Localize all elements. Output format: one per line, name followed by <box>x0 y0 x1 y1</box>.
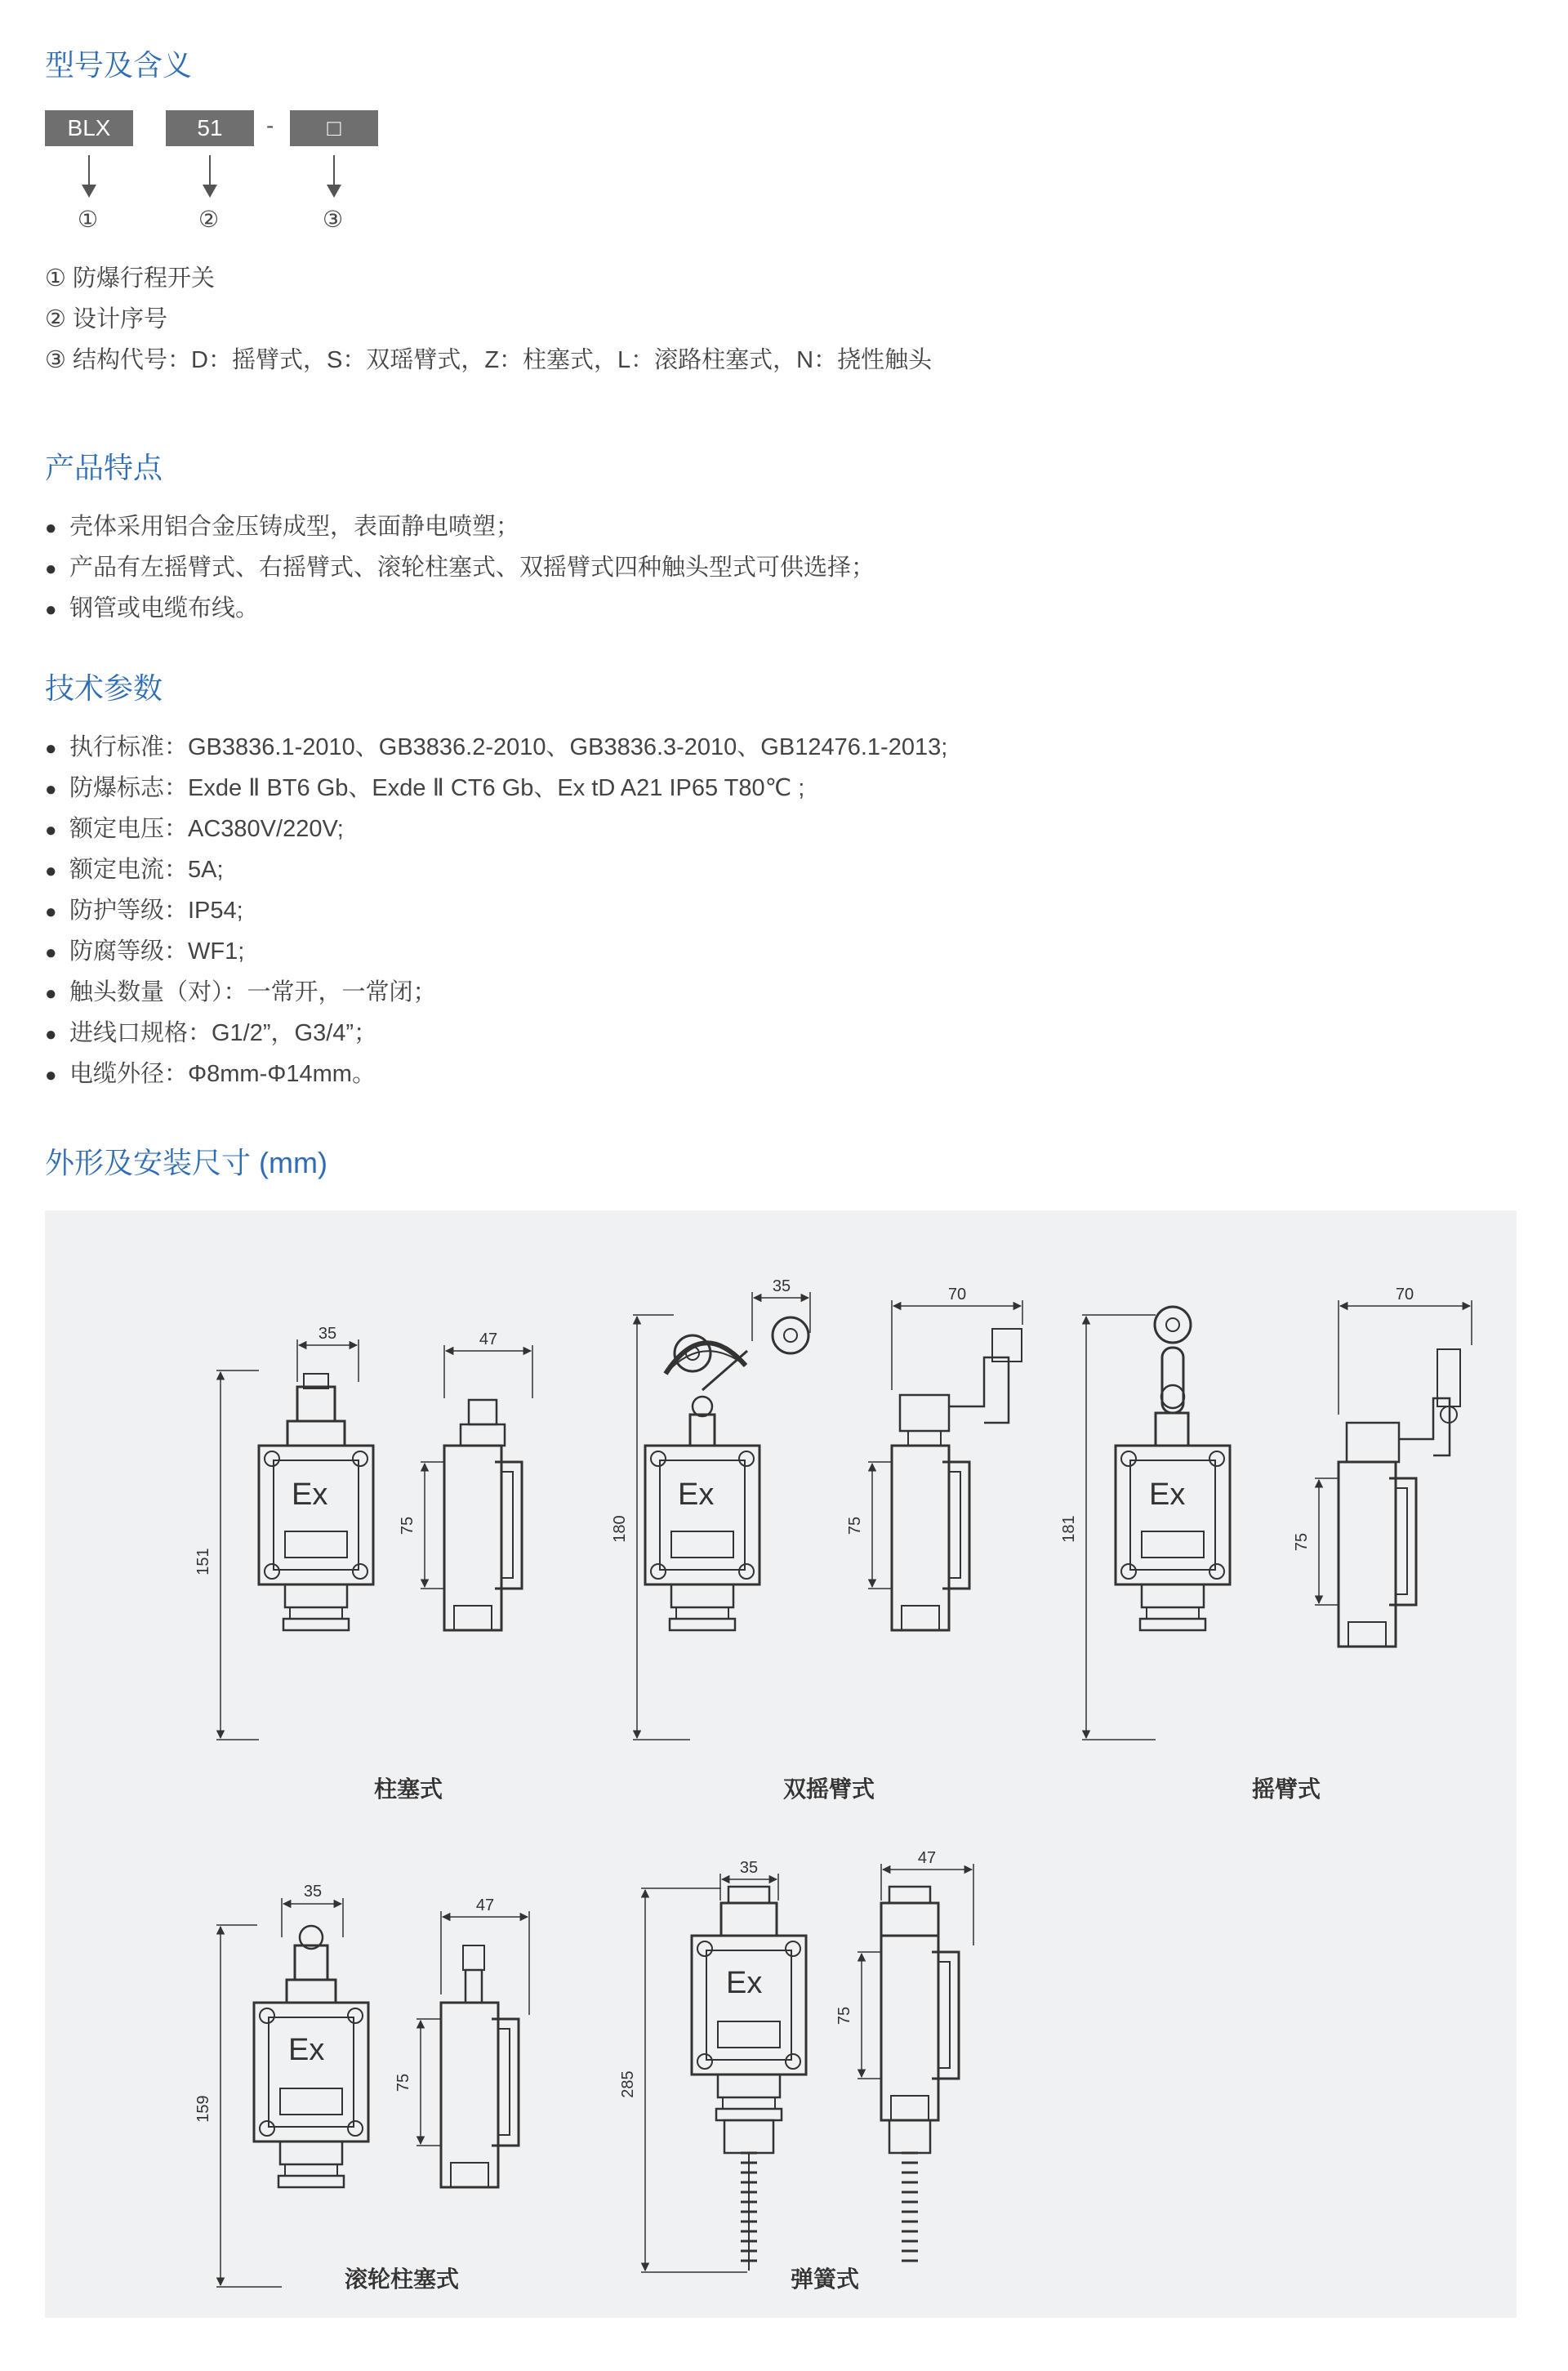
tech-item: ● 电缆外径：Φ8mm-Φ14mm。 <box>45 1055 376 1089</box>
tech-item: ● 触头数量（对）：一常开，一常闭； <box>45 974 437 1007</box>
svg-text:47: 47 <box>479 1330 498 1348</box>
tech-item: ● 防护等级：IP54; <box>45 892 243 925</box>
tech-item: ● 额定电压：AC380V/220V; <box>45 810 344 844</box>
caption-rocker: 摇臂式 <box>1251 1776 1321 1802</box>
caption-double-rocker: 双摇臂式 <box>782 1776 875 1802</box>
svg-text:285: 285 <box>619 2070 637 2098</box>
tech-item: ● 执行标准：GB3836.1-2010、GB3836.2-2010、GB3836.3-2010、GB12476.1-2013; <box>45 729 947 762</box>
tech-item: ● 额定电流：5A; <box>45 851 224 885</box>
ex-mark: Ex <box>1149 1477 1186 1512</box>
tech-heading: 技术参数 <box>45 671 163 705</box>
drawing-double-rocker <box>611 1277 1022 1802</box>
arrow-down-icon <box>88 155 90 196</box>
svg-text:35: 35 <box>303 1883 323 1901</box>
svg-text:75: 75 <box>846 1516 864 1535</box>
svg-text:35: 35 <box>739 1859 759 1877</box>
tech-item: ● 防爆标志：Exde Ⅱ BT6 Gb、Exde Ⅱ CT6 Gb、Ex tD A21 IP65 T80℃ ; <box>45 769 804 803</box>
code-separator: - <box>266 113 274 138</box>
svg-text:151: 151 <box>194 1548 212 1575</box>
meaning-line: ③ 结构代号：D：摇臂式，S：双瑶臂式，Z：柱塞式，L：滚路柱塞式，N：挠性触头 <box>45 347 933 373</box>
svg-text:47: 47 <box>475 1896 495 1914</box>
code-number: ② <box>198 207 220 232</box>
code-number: ① <box>78 207 99 232</box>
drawing-roller-plunger <box>194 1883 529 2292</box>
svg-text:35: 35 <box>772 1277 791 1295</box>
svg-text:75: 75 <box>1293 1532 1311 1552</box>
ex-mark: Ex <box>292 1477 328 1512</box>
svg-text:159: 159 <box>194 2095 212 2123</box>
feature-item: ● 钢管或电缆布线。 <box>45 590 259 623</box>
meaning-line: ② 设计序号 <box>45 306 168 332</box>
feature-item: ● 产品有左摇臂式、右摇臂式、滚轮柱塞式、双摇臂式四种触头型式可供选择； <box>45 549 875 582</box>
model-heading: 型号及含义 <box>45 48 193 82</box>
arrow-down-icon <box>333 155 335 196</box>
tech-item: ● 防腐等级：WF1; <box>45 933 244 966</box>
features-heading: 产品特点 <box>45 451 163 484</box>
ex-mark: Ex <box>288 2033 325 2067</box>
svg-text:75: 75 <box>399 1516 416 1535</box>
ex-mark: Ex <box>678 1477 715 1512</box>
caption-plunger: 柱塞式 <box>373 1776 443 1802</box>
svg-text:181: 181 <box>1060 1515 1078 1543</box>
drawing-spring <box>619 1849 973 2292</box>
drawing-rocker <box>1060 1286 1472 1802</box>
svg-text:70: 70 <box>947 1286 967 1304</box>
svg-text:35: 35 <box>318 1325 337 1343</box>
svg-text:75: 75 <box>835 2006 853 2026</box>
code-box-design: 51 <box>166 110 254 146</box>
svg-text:70: 70 <box>1395 1286 1414 1304</box>
feature-item: ● 壳体采用铝合金压铸成型，表面静电喷塑； <box>45 508 519 541</box>
dimension-drawings <box>45 1210 1517 2318</box>
arrow-down-icon <box>209 155 211 196</box>
svg-text:47: 47 <box>917 1849 937 1867</box>
caption-roller-plunger: 滚轮柱塞式 <box>344 2266 460 2292</box>
caption-spring: 弹簧式 <box>790 2266 860 2292</box>
code-box-series: BLX <box>45 110 133 146</box>
code-box-structure: □ <box>290 110 378 146</box>
drawing-plunger <box>194 1325 532 1802</box>
meaning-line: ① 防爆行程开关 <box>45 265 216 292</box>
svg-text:75: 75 <box>394 2073 412 2092</box>
code-number: ③ <box>323 207 344 232</box>
tech-item: ● 进线口规格：G1/2”，G3/4”； <box>45 1014 377 1048</box>
dims-heading: 外形及安装尺寸 (mm) <box>45 1146 327 1179</box>
dimension-drawings-panel <box>45 1210 1517 2318</box>
ex-mark: Ex <box>726 1966 763 2000</box>
svg-text:180: 180 <box>611 1515 629 1543</box>
